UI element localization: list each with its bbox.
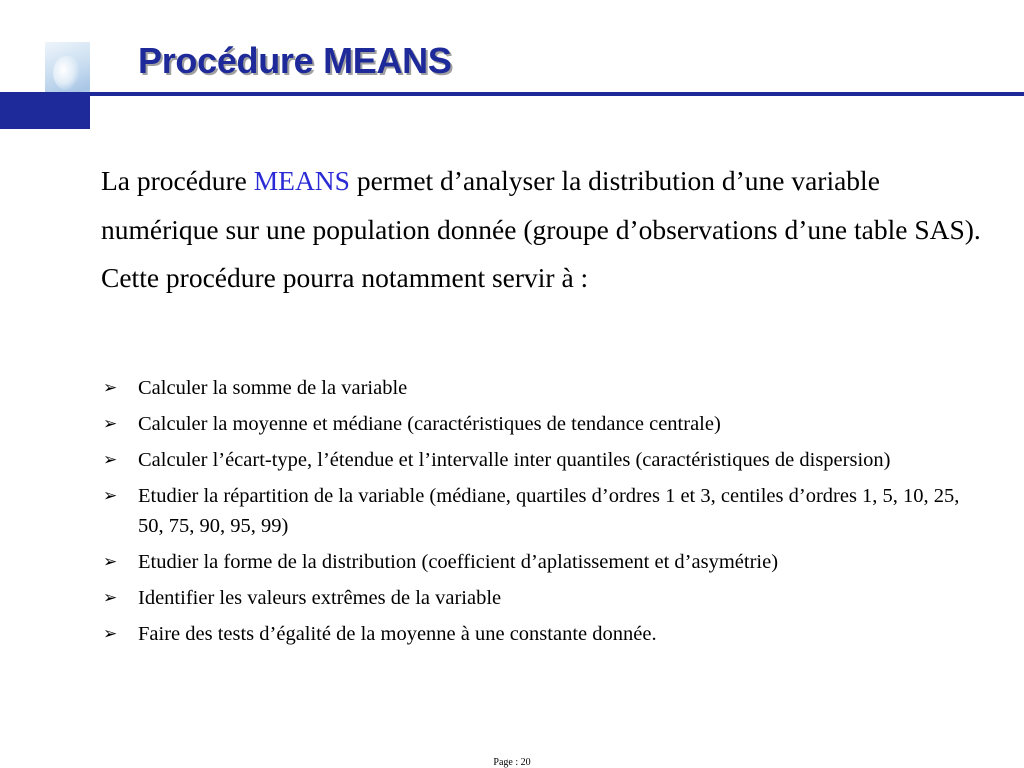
bullet-text: Calculer la moyenne et médiane (caractéristiques de tendance centrale) bbox=[138, 413, 721, 435]
list-item bbox=[101, 481, 981, 541]
list-item bbox=[101, 409, 981, 439]
arrow-bullet-icon: ➢ bbox=[103, 588, 118, 607]
intro-keyword: MEANS bbox=[253, 165, 350, 196]
list-item bbox=[101, 583, 981, 613]
bullet-list bbox=[101, 373, 981, 655]
bullet-text: Calculer l’écart-type, l’étendue et l’intervalle inter quantiles (caractéristiques de dispersion) bbox=[138, 449, 891, 471]
page-number: Page : 20 bbox=[493, 757, 531, 768]
intro-text-start: La procédure bbox=[101, 165, 254, 196]
intro-paragraph bbox=[101, 157, 981, 303]
list-item bbox=[101, 547, 981, 577]
page-title: Procédure MEANS bbox=[138, 40, 452, 81]
arrow-bullet-icon: ➢ bbox=[103, 624, 118, 643]
bullet-text: Etudier la forme de la distribution (coefficient d’aplatissement et d’asymétrie) bbox=[138, 551, 779, 573]
bullet-text: Etudier la répartition de la variable (médiane, quartiles d’ordres 1 et 3, centiles d’ordres 1, 5, 10, 25, 50, 75, 90, 95, 99) bbox=[138, 485, 960, 537]
header-rule bbox=[90, 92, 1024, 96]
list-item bbox=[101, 445, 981, 475]
arrow-bullet-icon: ➢ bbox=[103, 486, 118, 505]
bullet-text: Faire des tests d’égalité de la moyenne à une constante donnée. bbox=[138, 623, 657, 645]
list-item bbox=[101, 619, 981, 649]
arrow-bullet-icon: ➢ bbox=[103, 378, 118, 397]
header-bar-block bbox=[0, 92, 90, 129]
arrow-bullet-icon: ➢ bbox=[103, 552, 118, 571]
intro-text-end: permet d’analyser la distribution d’une variable numérique sur une population donnée (groupe d’observations d’une table SAS). Cette procédure pourra notamment servir à : bbox=[101, 165, 981, 293]
bullet-text: Calculer la somme de la variable bbox=[138, 377, 408, 399]
arrow-bullet-icon: ➢ bbox=[103, 414, 118, 433]
arrow-bullet-icon: ➢ bbox=[103, 450, 118, 469]
list-item bbox=[101, 373, 981, 403]
bullet-text: Identifier les valeurs extrêmes de la variable bbox=[138, 587, 502, 609]
